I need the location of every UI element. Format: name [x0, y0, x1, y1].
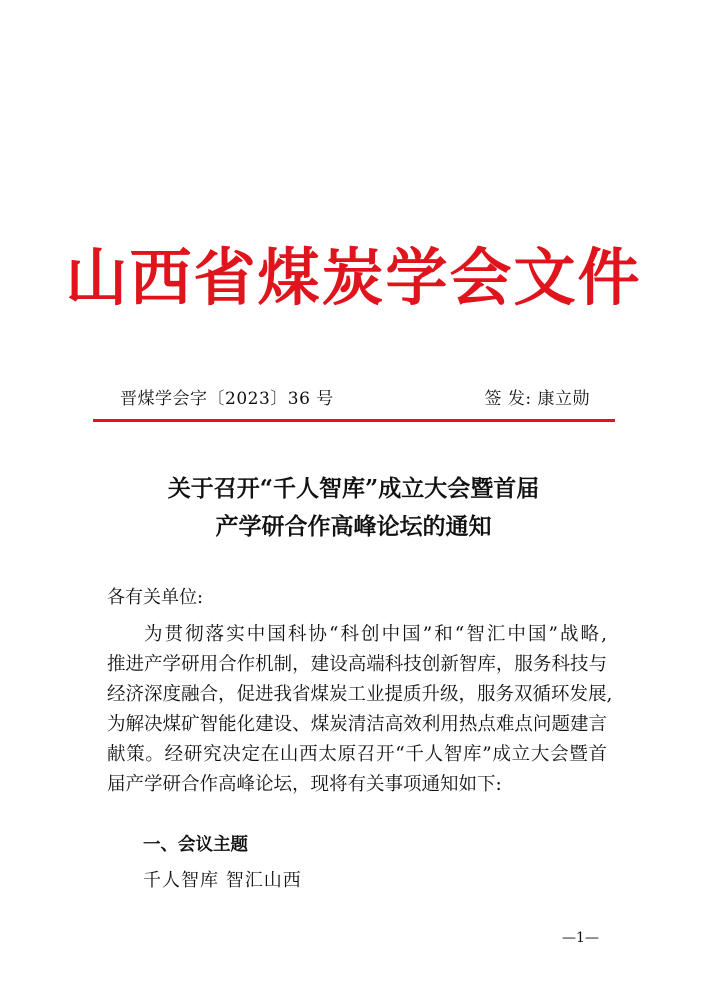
notice-title — [0, 470, 707, 546]
body-paragraph — [107, 620, 613, 800]
signer: 签 发: 康立勋 — [484, 389, 590, 409]
body-line: 经济深度融合，促进我省煤炭工业提质升级，服务双循环发展, — [107, 684, 613, 705]
body-line: 为贯彻落实中国科协“科创中国”和“智汇中国”战略, — [144, 624, 607, 645]
section-content: 千人智库 智汇山西 — [143, 870, 302, 891]
body-line: 为解决煤矿智能化建设、煤炭清洁高效利用热点难点问题建言 — [107, 714, 607, 735]
body-line: 届产学研合作高峰论坛，现将有关事项通知如下: — [107, 774, 502, 795]
document-header-title: 山西省煤炭学会文件 — [65, 241, 642, 314]
red-divider-rule — [93, 419, 615, 422]
body-line: 推进产学研用合作机制，建设高端科技创新智库，服务科技与 — [107, 654, 607, 675]
page-number: —1— — [562, 930, 599, 946]
section-heading: 一、会议主题 — [143, 835, 248, 855]
salutation: 各有关单位: — [107, 587, 204, 608]
notice-title-line-1: 关于召开“千人智库”成立大会暨首届 — [167, 475, 540, 502]
body-line: 献策。经研究决定在山西太原召开“千人智库”成立大会暨首 — [107, 744, 607, 765]
document-meta — [120, 386, 590, 412]
notice-title-line-2: 产学研合作高峰论坛的通知 — [215, 513, 492, 540]
document-number: 晋煤学会字〔2023〕36 号 — [120, 389, 334, 409]
